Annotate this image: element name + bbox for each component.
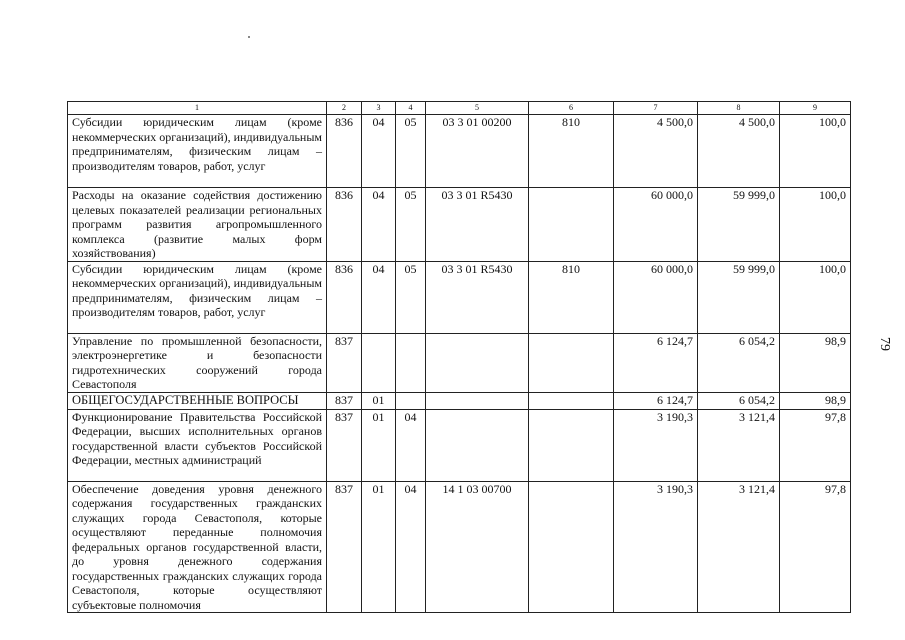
cell-expense-type	[529, 481, 614, 613]
cell-planned: 6 124,7	[614, 392, 698, 409]
cell-expense-type: 810	[529, 261, 614, 333]
cell-expense-type: 810	[529, 115, 614, 188]
cell-ministry-code: 837	[327, 333, 362, 392]
column-header-7: 7	[614, 102, 698, 115]
column-header-4: 4	[396, 102, 426, 115]
cell-ministry-code: 837	[327, 409, 362, 481]
cell-subsection: 04	[396, 409, 426, 481]
table-row	[68, 188, 851, 262]
cell-planned: 4 500,0	[614, 115, 698, 188]
scan-speck	[248, 36, 250, 38]
table-row	[68, 409, 851, 481]
table-header-row	[68, 102, 851, 115]
row-name: Обеспечение доведения уровня денежного содержания государственных гражданских служащих города Севастополя, которые осуществляют переданные полномочия федеральных органов государственной власти, до уровня денежного содержания государственных гражданских служащих города Севастополя, которые осуществляют субъектовые полномочия	[68, 481, 327, 613]
row-name: Функционирование Правительства Российской Федерации, высших исполнительных органов государственной власти субъектов Российской Федерации, местных администраций	[68, 409, 327, 481]
column-header-9: 9	[780, 102, 851, 115]
cell-percent: 97,8	[780, 481, 851, 613]
row-name: Субсидии юридическим лицам (кроме некоммерческих организаций), индивидуальным предпринимателям, физическим лицам – производителям товаров, работ, услуг	[68, 115, 327, 188]
budget-table	[67, 101, 851, 613]
table-row	[68, 392, 851, 409]
cell-subsection	[396, 333, 426, 392]
cell-executed: 6 054,2	[698, 392, 780, 409]
table-row	[68, 333, 851, 392]
cell-expense-type	[529, 409, 614, 481]
page-number: 79	[877, 337, 892, 351]
cell-executed: 4 500,0	[698, 115, 780, 188]
cell-section	[362, 333, 396, 392]
cell-executed: 59 999,0	[698, 261, 780, 333]
row-name: Управление по промышленной безопасности, электроэнергетике и безопасности гидротехнических сооружений города Севастополя	[68, 333, 327, 392]
cell-planned: 60 000,0	[614, 188, 698, 262]
cell-subsection: 05	[396, 261, 426, 333]
cell-ministry-code: 836	[327, 261, 362, 333]
cell-ministry-code: 837	[327, 481, 362, 613]
cell-executed: 3 121,4	[698, 409, 780, 481]
column-header-6: 6	[529, 102, 614, 115]
cell-ministry-code: 836	[327, 115, 362, 188]
cell-target-article	[426, 409, 529, 481]
cell-expense-type	[529, 333, 614, 392]
cell-section: 04	[362, 115, 396, 188]
cell-expense-type	[529, 188, 614, 262]
cell-target-article: 03 3 01 00200	[426, 115, 529, 188]
cell-percent: 98,9	[780, 392, 851, 409]
column-header-1: 1	[68, 102, 327, 115]
cell-target-article	[426, 392, 529, 409]
cell-ministry-code: 837	[327, 392, 362, 409]
cell-target-article: 03 3 01 R5430	[426, 188, 529, 262]
cell-executed: 6 054,2	[698, 333, 780, 392]
column-header-3: 3	[362, 102, 396, 115]
cell-target-article	[426, 333, 529, 392]
cell-expense-type	[529, 392, 614, 409]
column-header-5: 5	[426, 102, 529, 115]
cell-section: 01	[362, 481, 396, 613]
cell-section: 04	[362, 261, 396, 333]
cell-executed: 59 999,0	[698, 188, 780, 262]
cell-planned: 6 124,7	[614, 333, 698, 392]
cell-section: 01	[362, 409, 396, 481]
cell-percent: 100,0	[780, 115, 851, 188]
table-row	[68, 261, 851, 333]
cell-percent: 100,0	[780, 188, 851, 262]
column-header-8: 8	[698, 102, 780, 115]
table-row	[68, 481, 851, 613]
cell-target-article: 14 1 03 00700	[426, 481, 529, 613]
cell-percent: 100,0	[780, 261, 851, 333]
cell-planned: 60 000,0	[614, 261, 698, 333]
row-name: Расходы на оказание содействия достижению целевых показателей реализации региональных программ развития агропромышленного комплекса (развитие малых форм хозяйствования)	[68, 188, 327, 262]
cell-subsection: 05	[396, 188, 426, 262]
row-name: Субсидии юридическим лицам (кроме некоммерческих организаций), индивидуальным предпринимателям, физическим лицам – производителям товаров, работ, услуг	[68, 261, 327, 333]
cell-planned: 3 190,3	[614, 409, 698, 481]
cell-percent: 98,9	[780, 333, 851, 392]
cell-section: 04	[362, 188, 396, 262]
cell-section: 01	[362, 392, 396, 409]
row-name: ОБЩЕГОСУДАРСТВЕННЫЕ ВОПРОСЫ	[68, 392, 327, 409]
cell-subsection: 05	[396, 115, 426, 188]
column-header-2: 2	[327, 102, 362, 115]
cell-ministry-code: 836	[327, 188, 362, 262]
cell-planned: 3 190,3	[614, 481, 698, 613]
table-row	[68, 115, 851, 188]
cell-subsection: 04	[396, 481, 426, 613]
cell-executed: 3 121,4	[698, 481, 780, 613]
cell-target-article: 03 3 01 R5430	[426, 261, 529, 333]
cell-subsection	[396, 392, 426, 409]
cell-percent: 97,8	[780, 409, 851, 481]
